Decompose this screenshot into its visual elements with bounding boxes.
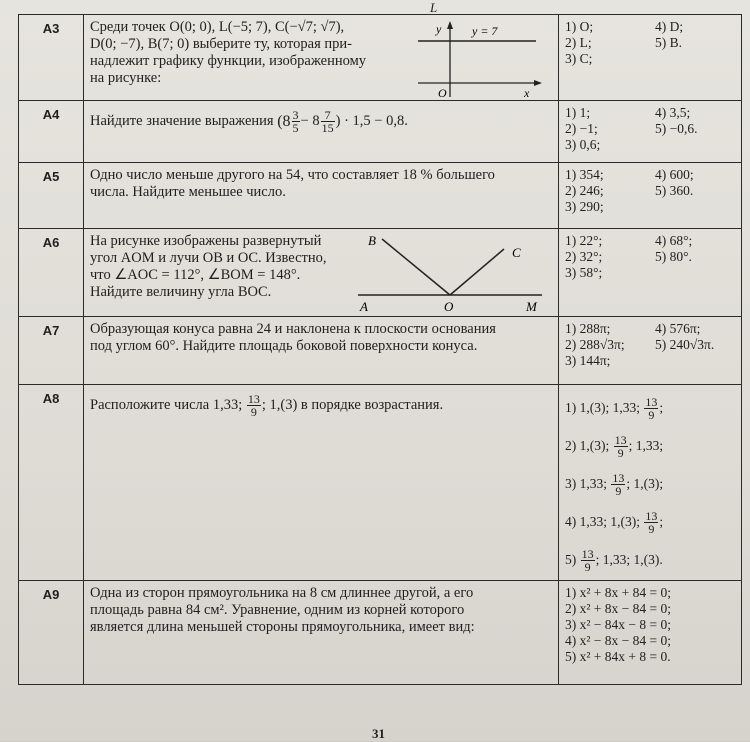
task-answers [559,15,742,101]
question-line: угол AOM и лучи OB и OC. Известно, [90,250,327,266]
answer-option: 4) 68°; [655,233,693,248]
question-line: На рисунке изображены развернутый [90,233,322,249]
question-text: Найдите значение выражения [90,113,274,129]
task-row-a8 [19,385,742,581]
question-line: Образующая конуса равна 24 и наклонена к плоскости основания [90,321,496,337]
question-line: D(0; −7), B(7; 0) выберите ту, которая при- [90,36,352,52]
question-line: что ∠AOC = 112°, ∠BOM = 148°. [90,267,301,283]
fraction: $\frac{3}{5}$ [292,108,299,135]
tasks-table [18,14,742,685]
answer-option: 4) 1,33; 1,(3); $\frac{13}{9}$ ; [565,508,664,536]
task-question [84,101,559,163]
answer-option: 2) 1,(3); $\frac{13}{9}$ ; 1,33; [565,432,664,460]
angle-figure [354,231,544,315]
expression-mid: − 8 [300,113,320,129]
answer-option: 1) 22°; [565,233,603,248]
answer-option: 1) 1,(3); 1,33; $\frac{13}{9}$ ; [565,394,664,422]
question-line: числа. Найдите меньшее число. [90,184,286,200]
answer-option: 5) x² + 84x + 8 = 0. [565,649,671,664]
answer-option: 5) 240√3π. [655,337,715,352]
answer-option: 3) C; [565,51,593,66]
answer-option: 2) x² + 8x − 84 = 0; [565,601,672,616]
answer-option: 1) x² + 8x + 84 = 0; [565,585,672,600]
answer-option: 3) x² − 84x − 8 = 0; [565,617,672,632]
point-c-label: C [512,245,521,260]
question-line: на рисунке: [90,70,162,86]
question-line: надлежит графику функции, изображенному [90,53,367,69]
task-answers [559,163,742,229]
task-row-a5 [19,163,742,229]
question-line: Найдите величину угла BOC. [90,284,272,300]
answer-option: 2) 32°; [565,249,603,264]
question-line: Одна из сторон прямоугольника на 8 см длиннее другой, а его [90,585,474,601]
x-axis-label: x [524,86,530,99]
task-row-a7 [19,317,742,385]
task-number: A8 [19,385,84,581]
answer-option: 2) 246; [565,183,604,198]
task-question [84,317,559,385]
answer-option: 2) L; [565,35,592,50]
task-answers [559,229,742,317]
question-text: ; 1,(3) в порядке возрастания. [261,397,444,413]
answer-option: 4) 600; [655,167,694,182]
point-m-label: M [526,299,537,314]
page-number: 31 [372,726,385,741]
question-line: является длина меньшей стороны прямоугольника, имеет вид: [90,619,475,635]
answer-option: 3) 290; [565,199,604,214]
task-row-a3 [19,15,742,101]
fraction: $\frac{13}{9}$ [247,392,260,419]
point-b-label: B [368,233,376,248]
function-graph [414,19,544,99]
task-number: A6 [19,229,84,317]
answer-option: 4) D; [655,19,684,34]
answer-option: 4) 3,5; [655,105,691,120]
answer-option: 3) 144π; [565,353,611,368]
task-answers [559,101,742,163]
question-line: Среди точек O(0; 0), L(−5; 7), C(−√7; √7), [90,19,345,35]
answer-option: 1) 354; [565,167,604,182]
task-row-a9 [19,581,742,685]
answer-option: 1) O; [565,19,594,34]
answer-option: 5) 80°. [655,249,692,264]
answer-option: 2) 288√3π; [565,337,625,352]
fraction: $\frac{7}{15}$ [321,108,334,135]
answer-option: 1) 288π; [565,321,611,336]
y-axis-label: y [436,22,442,36]
task-question [84,15,559,101]
question-line: Одно число меньше другого на 54, что составляет 18 % большего [90,167,495,183]
line-label: y = 7 [472,24,498,38]
answer-option: 3) 0,6; [565,137,601,152]
task-answers [559,385,742,581]
answer-option: 2) −1; [565,121,598,136]
task-number: A5 [19,163,84,229]
task-number: A7 [19,317,84,385]
task-question [84,385,559,581]
point-o-label: O [444,299,454,314]
task-answers [559,317,742,385]
question-line: под углом 60°. Найдите площадь боковой поверхности конуса. [90,338,478,354]
answer-option: 5) −0,6. [655,121,698,136]
task-number: A3 [19,15,84,101]
expression-open: (8 [277,113,291,130]
expression-close: ) · 1,5 − 0,8. [335,113,408,129]
answer-option: 3) 58°; [565,265,603,280]
answer-option: 3) 1,33; $\frac{13}{9}$ ; 1,(3); [565,470,664,498]
answer-option: 1) 1; [565,105,591,120]
task-number: A9 [19,581,84,685]
task-question [84,229,559,317]
top-letter: L [430,0,438,15]
answer-option: 5) 360. [655,183,694,198]
task-question [84,581,559,685]
question-text: Расположите числа 1,33; [90,397,243,413]
question-line: площадь равна 84 см². Уравнение, одним из корней которого [90,602,465,618]
answer-option: 4) x² − 8x − 84 = 0; [565,633,672,648]
answer-option: 5) B. [655,35,682,50]
task-question [84,163,559,229]
task-number: A4 [19,101,84,163]
origin-label: O [438,86,447,99]
answer-option: 5) $\frac{13}{9}$ ; 1,33; 1,(3). [565,546,663,574]
point-a-label: A [360,299,368,314]
task-row-a4 [19,101,742,163]
answer-option: 4) 576π; [655,321,701,336]
task-row-a6 [19,229,742,317]
task-answers [559,581,742,685]
